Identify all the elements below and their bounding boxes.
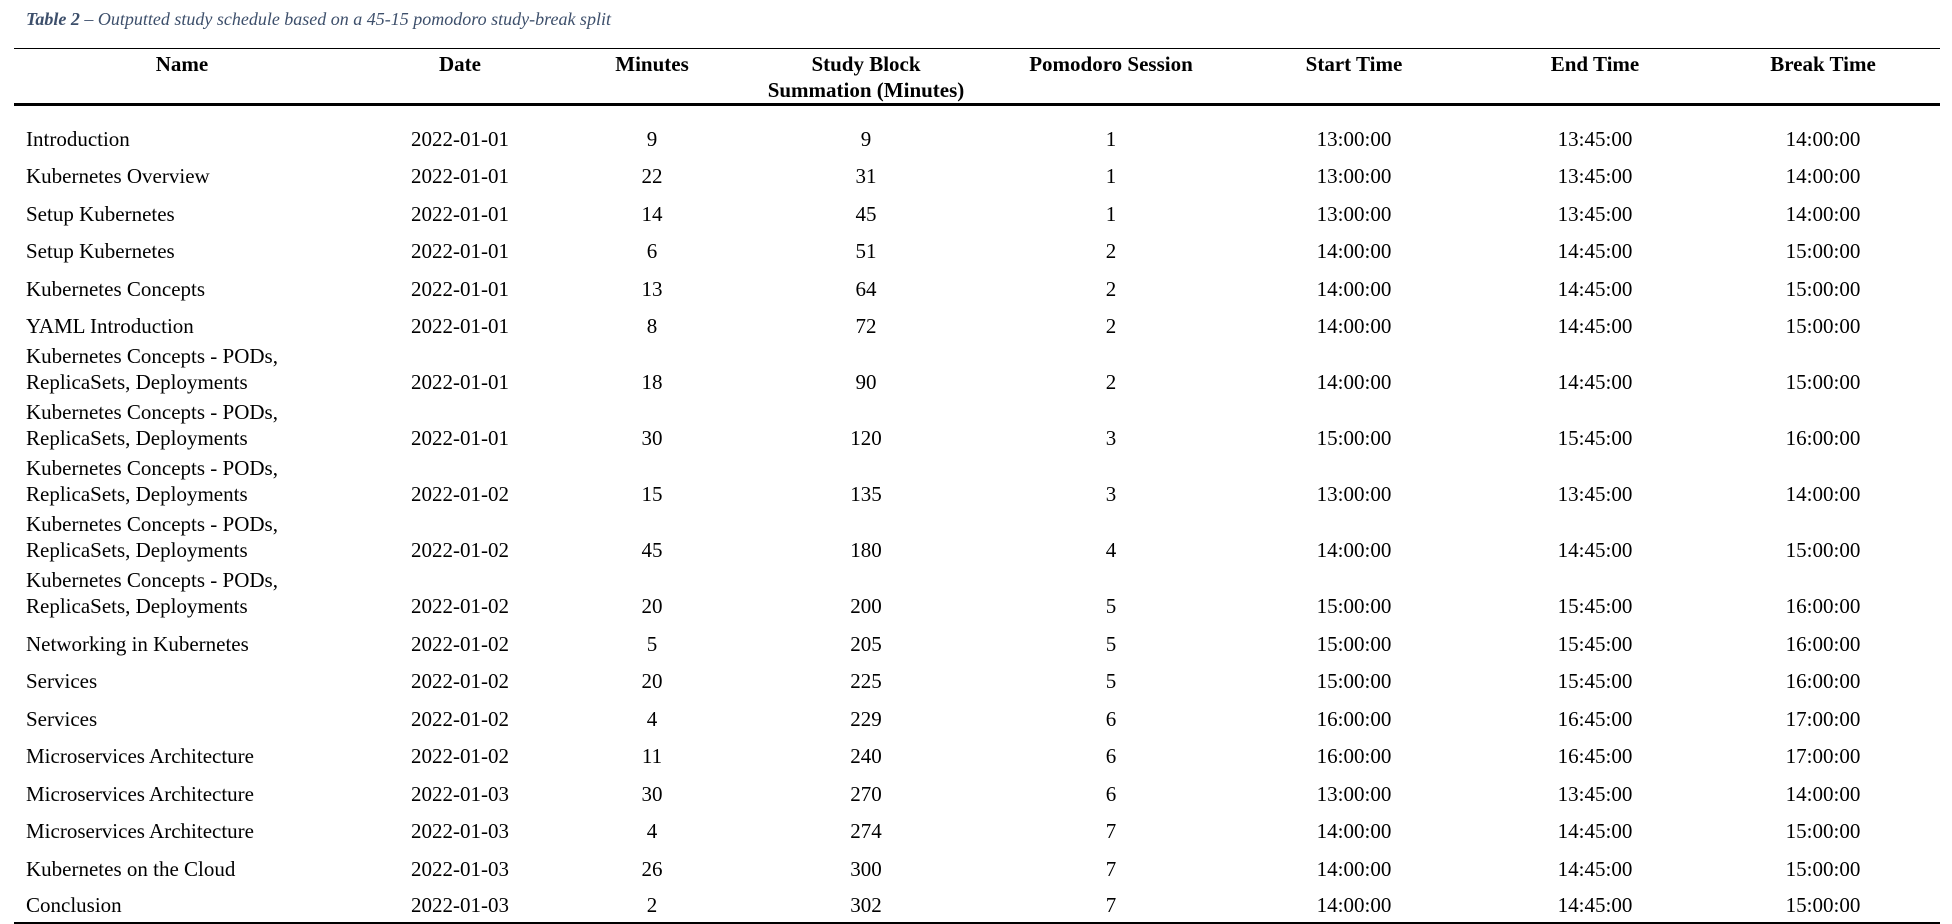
cell-session: 5 [1105,594,1117,618]
cell-end-time: 14:45:00 [1557,276,1633,301]
cell-session: 7 [1105,893,1117,917]
cell-break-time: 15:00:00 [1785,856,1861,881]
cell-minutes: 8 [646,314,658,338]
header-summation [734,49,998,105]
table-row [14,567,1940,623]
table-row [14,105,1940,156]
cell-session: 3 [1105,482,1117,506]
cell-name-line1: Introduction [26,126,130,151]
cell-name [14,567,350,623]
cell-end-time: 14:45:00 [1557,370,1633,394]
cell-summation: 270 [850,781,882,806]
cell-name-line1: Kubernetes Concepts [26,276,206,301]
cell-end-time: 13:45:00 [1557,126,1633,151]
cell-break-time: 15:00:00 [1785,538,1861,562]
cell-date: 2022-01-02 [411,594,509,618]
cell-break-time: 16:00:00 [1785,594,1861,618]
cell-session: 2 [1105,314,1117,338]
cell-start-time: 14:00:00 [1316,819,1392,843]
cell-summation: 120 [850,426,882,450]
cell-date: 2022-01-02 [411,538,509,562]
cell-name-line1: Kubernetes Concepts - PODs, [26,400,278,424]
cell-break-time: 15:00:00 [1785,893,1861,917]
cell-date: 2022-01-01 [411,276,509,301]
header-name: Name [155,52,209,76]
cell-session: 2 [1105,370,1117,394]
cell-break-time: 17:00:00 [1785,744,1861,768]
table-row [14,193,1940,231]
cell-break-time: 14:00:00 [1785,164,1861,188]
cell-minutes: 26 [641,856,663,881]
cell-name-line2: ReplicaSets, Deployments [26,538,248,562]
cell-start-time: 15:00:00 [1316,669,1392,693]
cell-minutes: 30 [641,426,663,450]
cell-break-time: 15:00:00 [1785,314,1861,338]
table-caption [26,9,611,30]
cell-break-time: 15:00:00 [1785,819,1861,843]
cell-start-time: 16:00:00 [1316,706,1392,731]
cell-date: 2022-01-03 [411,781,509,806]
cell-name [14,736,350,774]
cell-name-line1: Kubernetes Concepts - PODs, [26,344,278,368]
table-row [14,343,1940,399]
cell-name-line2: ReplicaSets, Deployments [26,370,248,394]
cell-end-time: 15:45:00 [1557,669,1633,693]
cell-date: 2022-01-02 [411,744,509,768]
schedule-table [14,48,1940,924]
cell-start-time: 14:00:00 [1316,370,1392,394]
cell-name [14,343,350,399]
table-row [14,511,1940,567]
cell-name [14,455,350,511]
cell-break-time: 15:00:00 [1785,239,1861,263]
header-session: Pomodoro Session [1029,52,1193,76]
cell-minutes: 45 [641,538,663,562]
cell-summation: 31 [855,164,877,188]
header-summation-line1: Study Block [811,52,921,76]
cell-summation: 274 [850,819,882,843]
cell-minutes: 20 [641,669,663,693]
cell-session: 1 [1105,126,1117,151]
cell-name-line1: Services [26,706,98,731]
cell-start-time: 15:00:00 [1316,426,1392,450]
cell-date: 2022-01-02 [411,482,509,506]
cell-date: 2022-01-03 [411,856,509,881]
table-row [14,268,1940,306]
cell-start-time: 13:00:00 [1316,781,1392,806]
table-row [14,661,1940,699]
cell-break-time: 14:00:00 [1785,482,1861,506]
cell-end-time: 14:45:00 [1557,893,1633,917]
table-row [14,773,1940,811]
cell-name-line1: Microservices Architecture [26,744,254,768]
cell-minutes: 4 [646,819,658,843]
table-row [14,231,1940,269]
table-row [14,736,1940,774]
cell-end-time: 14:45:00 [1557,314,1633,338]
cell-summation: 300 [850,856,882,881]
cell-end-time: 15:45:00 [1557,631,1633,656]
cell-end-time: 16:45:00 [1557,744,1633,768]
cell-name [14,848,350,886]
cell-end-time: 15:45:00 [1557,426,1633,450]
cell-summation: 229 [850,706,882,731]
cell-minutes: 30 [641,781,663,806]
cell-end-time: 16:45:00 [1557,706,1633,731]
table-row [14,455,1940,511]
cell-start-time: 14:00:00 [1316,276,1392,301]
cell-end-time: 14:45:00 [1557,856,1633,881]
cell-minutes: 13 [641,276,663,301]
cell-break-time: 14:00:00 [1785,201,1861,226]
cell-name [14,661,350,699]
cell-name-line1: YAML Introduction [26,314,194,338]
cell-name-line1: Kubernetes on the Cloud [26,856,236,881]
header-row [14,49,1940,105]
cell-summation: 64 [855,276,877,301]
cell-minutes: 5 [646,631,658,656]
cell-start-time: 15:00:00 [1316,594,1392,618]
cell-minutes: 2 [646,893,658,917]
cell-end-time: 14:45:00 [1557,819,1633,843]
table-row [14,399,1940,455]
cell-start-time: 14:00:00 [1316,538,1392,562]
header-start-time: Start Time [1305,52,1403,76]
cell-break-time: 17:00:00 [1785,706,1861,731]
cell-summation: 90 [855,370,877,394]
cell-session: 6 [1105,744,1117,768]
cell-name-line1: Services [26,669,98,693]
cell-break-time: 15:00:00 [1785,370,1861,394]
cell-name [14,399,350,455]
cell-session: 6 [1105,781,1117,806]
cell-summation: 72 [855,314,877,338]
table-row [14,698,1940,736]
cell-break-time: 14:00:00 [1785,126,1861,151]
cell-name [14,268,350,306]
cell-name-line1: Setup Kubernetes [26,239,175,263]
header-minutes: Minutes [615,52,689,76]
cell-minutes: 15 [641,482,663,506]
cell-date: 2022-01-02 [411,631,509,656]
cell-end-time: 14:45:00 [1557,239,1633,263]
cell-name-line1: Kubernetes Concepts - PODs, [26,512,278,536]
cell-name [14,698,350,736]
cell-summation: 225 [850,669,882,693]
header-summation-line2: Summation (Minutes) [767,78,965,102]
cell-break-time: 15:00:00 [1785,276,1861,301]
cell-name-line1: Kubernetes Concepts - PODs, [26,456,278,480]
table-row [14,886,1940,924]
cell-start-time: 14:00:00 [1316,893,1392,917]
caption-text: – Outputted study schedule based on a 45-15 pomodoro study-break split [79,9,611,29]
cell-summation: 51 [855,239,877,263]
cell-summation: 240 [850,744,882,768]
cell-start-time: 14:00:00 [1316,856,1392,881]
cell-session: 6 [1105,706,1117,731]
cell-name [14,511,350,567]
table-body [14,105,1940,924]
cell-session: 3 [1105,426,1117,450]
cell-date: 2022-01-02 [411,669,509,693]
table-row [14,811,1940,849]
cell-name-line2: ReplicaSets, Deployments [26,426,248,450]
cell-session: 2 [1105,239,1117,263]
cell-summation: 205 [850,631,882,656]
cell-start-time: 14:00:00 [1316,314,1392,338]
cell-break-time: 16:00:00 [1785,426,1861,450]
cell-break-time: 16:00:00 [1785,669,1861,693]
cell-session: 2 [1105,276,1117,301]
cell-end-time: 13:45:00 [1557,781,1633,806]
cell-session: 1 [1105,201,1117,226]
cell-minutes: 4 [646,706,658,731]
cell-name-line2: ReplicaSets, Deployments [26,482,248,506]
cell-start-time: 16:00:00 [1316,744,1392,768]
cell-start-time: 14:00:00 [1316,239,1392,263]
table-row [14,623,1940,661]
cell-end-time: 13:45:00 [1557,201,1633,226]
cell-name [14,156,350,194]
cell-date: 2022-01-03 [411,819,509,843]
table-row [14,848,1940,886]
cell-end-time: 15:45:00 [1557,594,1633,618]
cell-date: 2022-01-02 [411,706,509,731]
cell-session: 7 [1105,856,1117,881]
cell-summation: 200 [850,594,882,618]
cell-name [14,886,350,924]
cell-session: 4 [1105,538,1117,562]
cell-start-time: 13:00:00 [1316,482,1392,506]
cell-name-line1: Networking in Kubernetes [26,631,249,656]
cell-minutes: 9 [646,126,658,151]
cell-break-time: 14:00:00 [1785,781,1861,806]
cell-session: 5 [1105,669,1117,693]
cell-session: 1 [1105,164,1117,188]
cell-minutes: 22 [641,164,663,188]
cell-date: 2022-01-01 [411,201,509,226]
cell-name-line1: Conclusion [26,893,122,917]
cell-start-time: 13:00:00 [1316,164,1392,188]
cell-minutes: 18 [641,370,663,394]
cell-date: 2022-01-01 [411,314,509,338]
cell-date: 2022-01-01 [411,164,509,188]
cell-summation: 135 [850,482,882,506]
cell-minutes: 11 [641,744,663,768]
cell-name [14,193,350,231]
cell-name-line2: ReplicaSets, Deployments [26,594,248,618]
cell-end-time: 13:45:00 [1557,164,1633,188]
cell-name [14,623,350,661]
header-date: Date [439,52,481,76]
cell-name-line1: Kubernetes Concepts - PODs, [26,568,278,592]
cell-summation: 302 [850,893,882,917]
cell-start-time: 13:00:00 [1316,126,1392,151]
cell-name [14,231,350,269]
table-header [14,49,1940,105]
cell-start-time: 13:00:00 [1316,201,1392,226]
cell-name-line1: Microservices Architecture [26,781,254,806]
cell-date: 2022-01-01 [411,370,509,394]
cell-session: 7 [1105,819,1117,843]
cell-name [14,811,350,849]
cell-summation: 45 [855,201,877,226]
table-row [14,156,1940,194]
cell-summation: 180 [850,538,882,562]
table-row [14,306,1940,344]
cell-break-time: 16:00:00 [1785,631,1861,656]
cell-minutes: 6 [646,239,658,263]
cell-end-time: 13:45:00 [1557,482,1633,506]
caption-label: Table 2 [26,9,80,29]
cell-date: 2022-01-01 [411,239,509,263]
cell-start-time: 15:00:00 [1316,631,1392,656]
cell-name [14,306,350,344]
cell-minutes: 20 [641,594,663,618]
cell-name [14,773,350,811]
cell-minutes: 14 [641,201,663,226]
cell-name-line1: Kubernetes Overview [26,164,210,188]
cell-session: 5 [1105,631,1117,656]
cell-date: 2022-01-01 [411,426,509,450]
header-end-time: End Time [1550,52,1640,76]
cell-name [14,105,350,156]
cell-name-line1: Setup Kubernetes [26,201,175,226]
cell-end-time: 14:45:00 [1557,538,1633,562]
schedule-table-container [14,48,1940,924]
cell-date: 2022-01-03 [411,893,509,917]
cell-date: 2022-01-01 [411,126,509,151]
cell-name-line1: Microservices Architecture [26,819,254,843]
header-break-time: Break Time [1770,52,1876,76]
cell-summation: 9 [860,126,872,151]
